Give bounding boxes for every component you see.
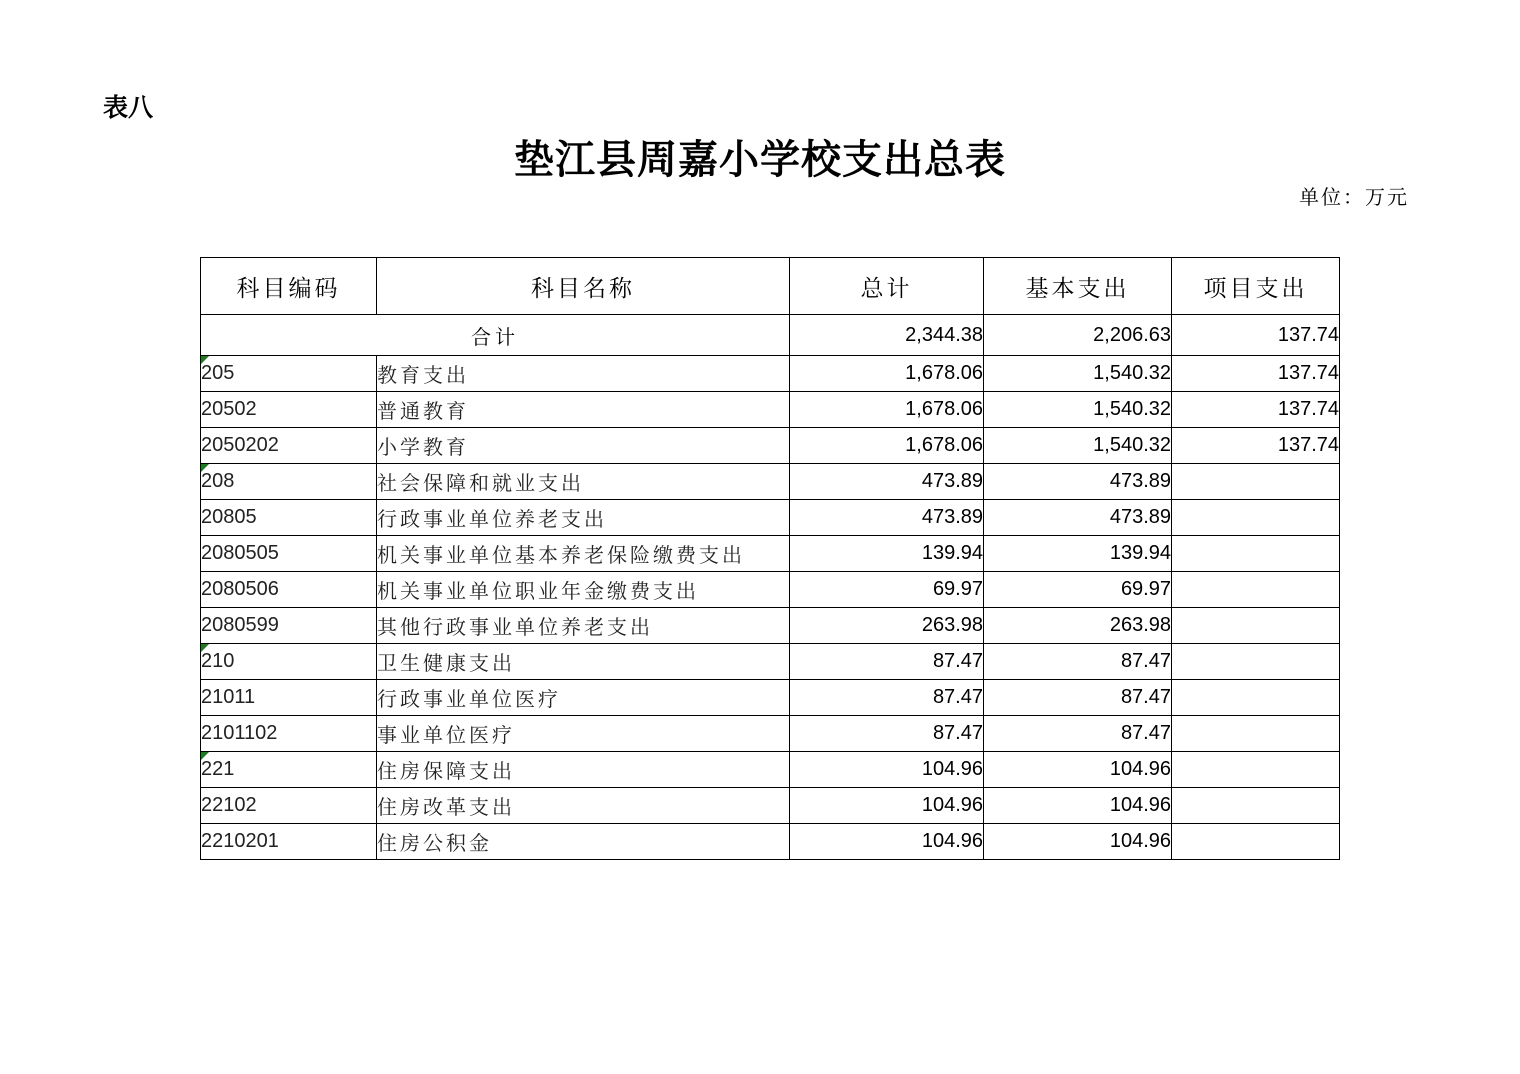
cell-marker-icon [201,644,209,652]
subject-code-cell [201,824,377,860]
subject-code-cell [201,392,377,428]
project-expenditure-cell [1172,680,1340,716]
subject-code: 21011 [201,686,256,708]
subject-code: 2080505 [201,542,279,564]
subject-code-cell [201,464,377,500]
table-row [201,536,1340,572]
header-total: 总计 [790,258,984,315]
total-cell: 139.94 [790,536,984,572]
total-sum: 2,344.38 [790,315,984,356]
project-expenditure-cell [1172,572,1340,608]
table-row [201,428,1340,464]
expenditure-table [200,257,1340,860]
subject-code-cell [201,500,377,536]
total-cell: 87.47 [790,680,984,716]
subject-code-cell [201,536,377,572]
total-cell: 87.47 [790,644,984,680]
total-project: 137.74 [1172,315,1340,356]
total-cell: 87.47 [790,716,984,752]
subject-code-cell [201,428,377,464]
table-row [201,356,1340,392]
basic-expenditure-cell: 473.89 [984,500,1172,536]
project-expenditure-cell [1172,824,1340,860]
subject-name: 机关事业单位基本养老保险缴费支出 [377,536,790,572]
subject-code: 221 [201,758,235,780]
header-subject-code: 科目编码 [201,258,377,315]
subject-code-cell [201,572,377,608]
total-cell: 1,678.06 [790,356,984,392]
subject-code: 208 [201,470,235,492]
subject-code: 205 [201,362,235,384]
total-cell: 69.97 [790,572,984,608]
page-title: 垫江县周嘉小学校支出总表 [514,136,1006,183]
subject-name: 普通教育 [377,392,790,428]
project-expenditure-cell [1172,788,1340,824]
subject-name: 社会保障和就业支出 [377,464,790,500]
project-expenditure-cell [1172,608,1340,644]
total-cell: 104.96 [790,824,984,860]
subject-name: 行政事业单位医疗 [377,680,790,716]
subject-code: 20502 [201,398,257,420]
basic-expenditure-cell: 69.97 [984,572,1172,608]
subject-name: 住房改革支出 [377,788,790,824]
subject-name: 教育支出 [377,356,790,392]
table-row [201,716,1340,752]
total-row [201,315,1340,356]
header-basic-expenditure: 基本支出 [984,258,1172,315]
subject-name: 行政事业单位养老支出 [377,500,790,536]
subject-code-cell [201,644,377,680]
basic-expenditure-cell: 87.47 [984,644,1172,680]
total-cell: 263.98 [790,608,984,644]
subject-name: 住房保障支出 [377,752,790,788]
subject-name: 卫生健康支出 [377,644,790,680]
project-expenditure-cell: 137.74 [1172,356,1340,392]
table-row [201,752,1340,788]
total-cell: 1,678.06 [790,392,984,428]
total-cell: 104.96 [790,788,984,824]
subject-code: 2080506 [201,578,279,600]
header-project-expenditure: 项目支出 [1172,258,1340,315]
basic-expenditure-cell: 1,540.32 [984,428,1172,464]
table-row [201,572,1340,608]
subject-code: 2210201 [201,830,279,852]
subject-code-cell [201,752,377,788]
subject-code: 210 [201,650,235,672]
total-cell: 473.89 [790,464,984,500]
basic-expenditure-cell: 1,540.32 [984,392,1172,428]
unit-note: 单位：万元 [1299,185,1409,209]
subject-code-cell [201,716,377,752]
table-row [201,608,1340,644]
table-row [201,680,1340,716]
subject-name: 事业单位医疗 [377,716,790,752]
table-header-row [201,258,1340,315]
project-expenditure-cell [1172,500,1340,536]
project-expenditure-cell: 137.74 [1172,428,1340,464]
table-row [201,824,1340,860]
subject-code-cell [201,608,377,644]
subject-code: 2080599 [201,614,279,636]
cell-marker-icon [201,356,209,364]
cell-marker-icon [201,752,209,760]
subject-code-cell [201,788,377,824]
subject-name: 住房公积金 [377,824,790,860]
total-cell: 473.89 [790,500,984,536]
subject-name: 小学教育 [377,428,790,464]
cell-marker-icon [201,464,209,472]
subject-name: 其他行政事业单位养老支出 [377,608,790,644]
table-row [201,500,1340,536]
project-expenditure-cell: 137.74 [1172,392,1340,428]
header-subject-name: 科目名称 [377,258,790,315]
subject-code-cell [201,680,377,716]
subject-code: 2050202 [201,434,279,456]
basic-expenditure-cell: 104.96 [984,824,1172,860]
subject-code: 22102 [201,794,257,816]
table-row [201,392,1340,428]
table-row [201,464,1340,500]
basic-expenditure-cell: 263.98 [984,608,1172,644]
total-label: 合计 [201,315,790,356]
basic-expenditure-cell: 87.47 [984,716,1172,752]
basic-expenditure-cell: 473.89 [984,464,1172,500]
subject-code: 2101102 [201,722,278,744]
subject-name: 机关事业单位职业年金缴费支出 [377,572,790,608]
total-cell: 1,678.06 [790,428,984,464]
subject-code: 20805 [201,506,257,528]
project-expenditure-cell [1172,644,1340,680]
total-cell: 104.96 [790,752,984,788]
project-expenditure-cell [1172,536,1340,572]
project-expenditure-cell [1172,752,1340,788]
basic-expenditure-cell: 139.94 [984,536,1172,572]
table-number-label: 表八 [103,93,154,122]
total-basic: 2,206.63 [984,315,1172,356]
basic-expenditure-cell: 87.47 [984,680,1172,716]
table-row [201,644,1340,680]
table-row [201,788,1340,824]
basic-expenditure-cell: 104.96 [984,752,1172,788]
basic-expenditure-cell: 1,540.32 [984,356,1172,392]
project-expenditure-cell [1172,464,1340,500]
project-expenditure-cell [1172,716,1340,752]
basic-expenditure-cell: 104.96 [984,788,1172,824]
subject-code-cell [201,356,377,392]
